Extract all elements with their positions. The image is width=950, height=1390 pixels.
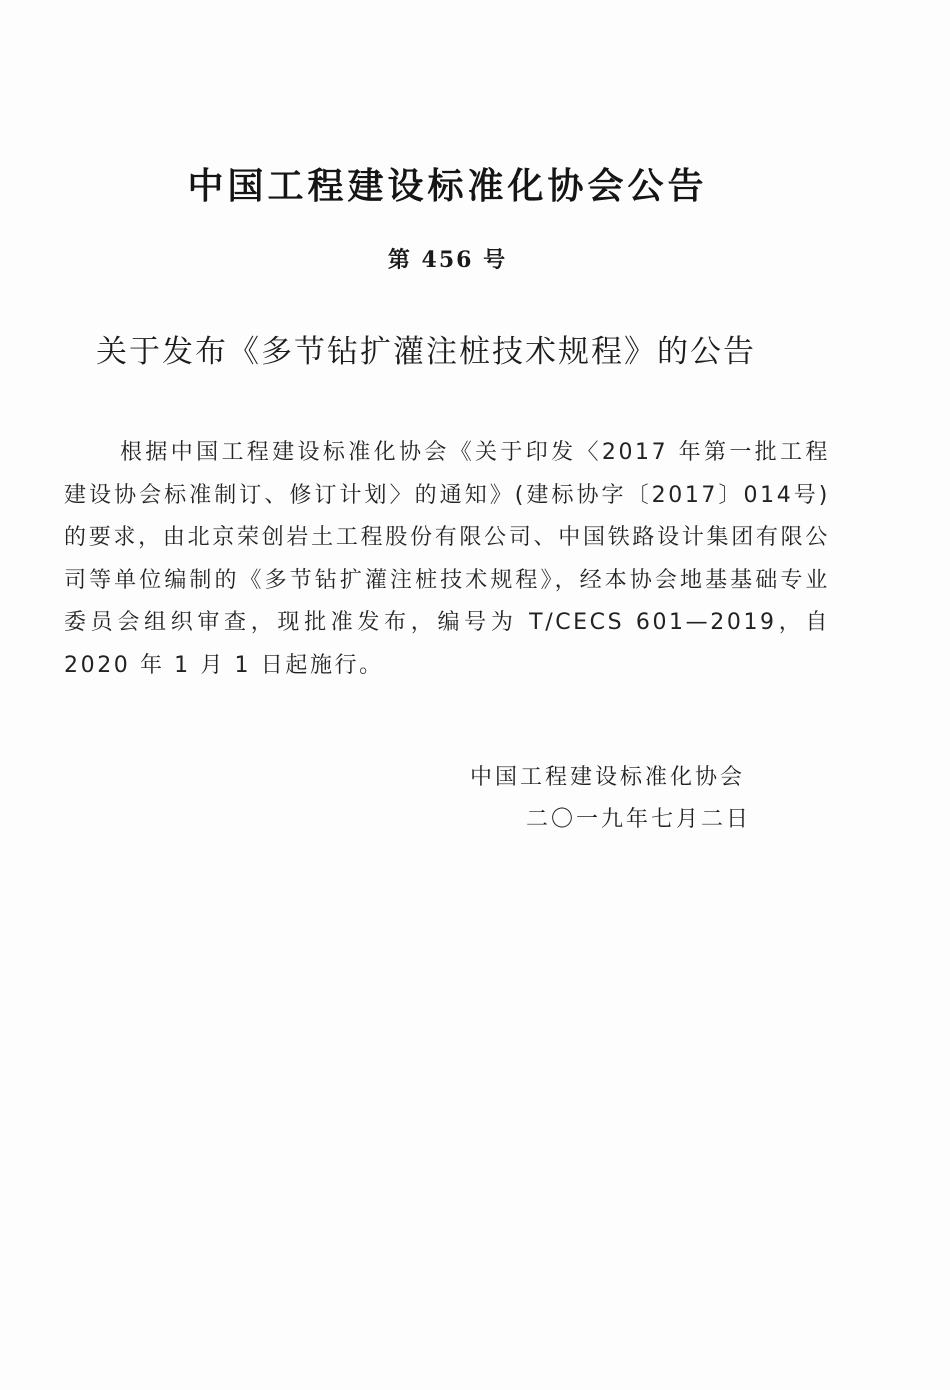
signature-block xyxy=(470,757,790,841)
signature-date: 二〇一九年七月二日 xyxy=(526,807,752,832)
announcement-subject: 关于发布《多节钻扩灌注桩技术规程》的公告 xyxy=(96,334,756,370)
announcement-org-title: 中国工程建设标准化协会公告 xyxy=(187,166,708,207)
announcement-body: 根据中国工程建设标准化协会《关于印发〈2017 年第一批工程建设协会标准制订、修订计划〉的通知》(建标协字〔2017〕014号)的要求，由北京荣创岩土工程股份有限公司、中国铁路设计集团有限公司等单位编制的《多节钻扩灌注桩技术规程》，经本协会地基基础专业委员会组织审查，现批准发布，编号为 T/CECS 601—2019，自 2020 年 1 月 1 日起施行。 xyxy=(64,440,830,678)
announcement-number: 第 456 号 xyxy=(387,247,508,273)
signature-org: 中国工程建设标准化协会 xyxy=(470,765,746,790)
